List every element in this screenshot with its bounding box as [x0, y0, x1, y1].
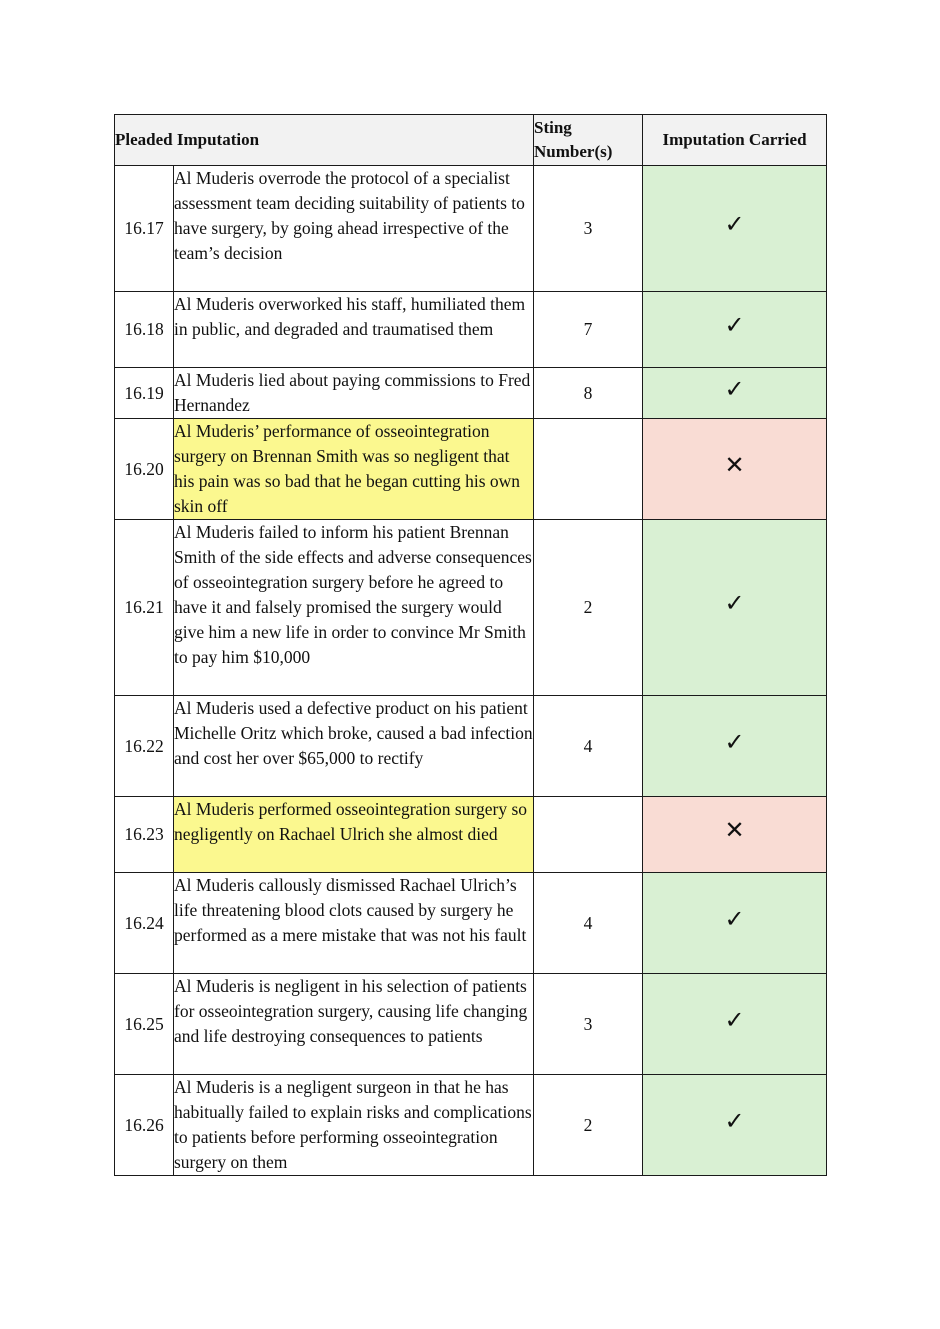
- table-row: [115, 292, 827, 368]
- sting-number: 7: [534, 292, 643, 368]
- sting-number: 2: [534, 520, 643, 696]
- imputation-number: 16.22: [115, 696, 174, 797]
- header-pleaded-imputation: Pleaded Imputation: [115, 115, 534, 166]
- table-row: [115, 166, 827, 292]
- imputation-text: Al Muderis’ performance of osseointegration surgery on Brennan Smith was so negligent that his pain was so bad that he began cutting his own skin off: [174, 419, 534, 520]
- imputation-text: Al Muderis is negligent in his selection of patients for osseointegration surgery, causing life changing and life destroying consequences to patients: [174, 974, 534, 1075]
- carried-cell: [643, 419, 827, 520]
- carried-cell: [643, 974, 827, 1075]
- header-sting-numbers: [534, 115, 643, 166]
- table-row: [115, 974, 827, 1075]
- checkmark-icon: ✓: [724, 313, 745, 339]
- cross-icon: ✕: [724, 452, 745, 479]
- carried-cell: [643, 797, 827, 873]
- imputation-text: Al Muderis callously dismissed Rachael Ulrich’s life threatening blood clots caused by surgery he performed as a mere mistake that was not his fault: [174, 873, 534, 974]
- table-row: [115, 873, 827, 974]
- checkmark-icon: ✓: [724, 1108, 745, 1135]
- table-row: [115, 520, 827, 696]
- sting-number: 3: [534, 974, 643, 1075]
- imputation-number: 16.18: [115, 292, 174, 368]
- carried-cell: [643, 166, 827, 292]
- sting-number: 4: [534, 696, 643, 797]
- carried-cell: [643, 696, 827, 797]
- imputations-table: [114, 114, 827, 1176]
- cross-icon: ✕: [724, 818, 745, 844]
- sting-number: [534, 797, 643, 873]
- imputation-number: 16.25: [115, 974, 174, 1075]
- imputation-number: 16.26: [115, 1075, 174, 1176]
- sting-number: 2: [534, 1075, 643, 1176]
- table-row: [115, 1075, 827, 1176]
- checkmark-icon: ✓: [724, 729, 745, 756]
- imputation-text: Al Muderis lied about paying commissions to Fred Hernandez: [174, 368, 534, 419]
- imputation-text: Al Muderis failed to inform his patient Brennan Smith of the side effects and adverse consequences of osseointegration surgery before he agreed to have it and falsely promised the surgery would give him a new life in order to convince Mr Smith to pay him $10,000: [174, 520, 534, 696]
- imputation-text: Al Muderis overrode the protocol of a specialist assessment team deciding suitability of patients to have surgery, by going ahead irrespective of the team’s decision: [174, 166, 534, 292]
- imputation-text: Al Muderis performed osseointegration surgery so negligently on Rachael Ulrich she almost died: [174, 797, 534, 873]
- table-row: [115, 419, 827, 520]
- imputation-number: 16.20: [115, 419, 174, 520]
- sting-number: [534, 419, 643, 520]
- sting-number: 4: [534, 873, 643, 974]
- carried-cell: [643, 520, 827, 696]
- imputation-number: 16.19: [115, 368, 174, 419]
- checkmark-icon: ✓: [724, 212, 745, 238]
- checkmark-icon: ✓: [724, 906, 745, 933]
- imputation-number: 16.24: [115, 873, 174, 974]
- table-row: [115, 797, 827, 873]
- sting-number: 3: [534, 166, 643, 292]
- imputation-number: 16.17: [115, 166, 174, 292]
- imputation-text: Al Muderis overworked his staff, humiliated them in public, and degraded and traumatised them: [174, 292, 534, 368]
- header-sting-line2: Number(s): [534, 142, 613, 161]
- imputation-number: 16.23: [115, 797, 174, 873]
- imputation-number: 16.21: [115, 520, 174, 696]
- sting-number: 8: [534, 368, 643, 419]
- imputation-text: Al Muderis used a defective product on his patient Michelle Oritz which broke, caused a bad infection and cost her over $65,000 to rectify: [174, 696, 534, 797]
- checkmark-icon: ✓: [724, 376, 745, 403]
- table-row: [115, 696, 827, 797]
- header-row: [115, 115, 827, 166]
- table-row: [115, 368, 827, 419]
- checkmark-icon: ✓: [724, 1007, 745, 1034]
- checkmark-icon: ✓: [724, 591, 745, 617]
- carried-cell: [643, 1075, 827, 1176]
- imputation-text: Al Muderis is a negligent surgeon in that he has habitually failed to explain risks and complications to patients before performing osseointegration surgery on them: [174, 1075, 534, 1176]
- header-imputation-carried: Imputation Carried: [643, 115, 827, 166]
- carried-cell: [643, 368, 827, 419]
- carried-cell: [643, 292, 827, 368]
- carried-cell: [643, 873, 827, 974]
- header-sting-line1: Sting: [534, 118, 572, 137]
